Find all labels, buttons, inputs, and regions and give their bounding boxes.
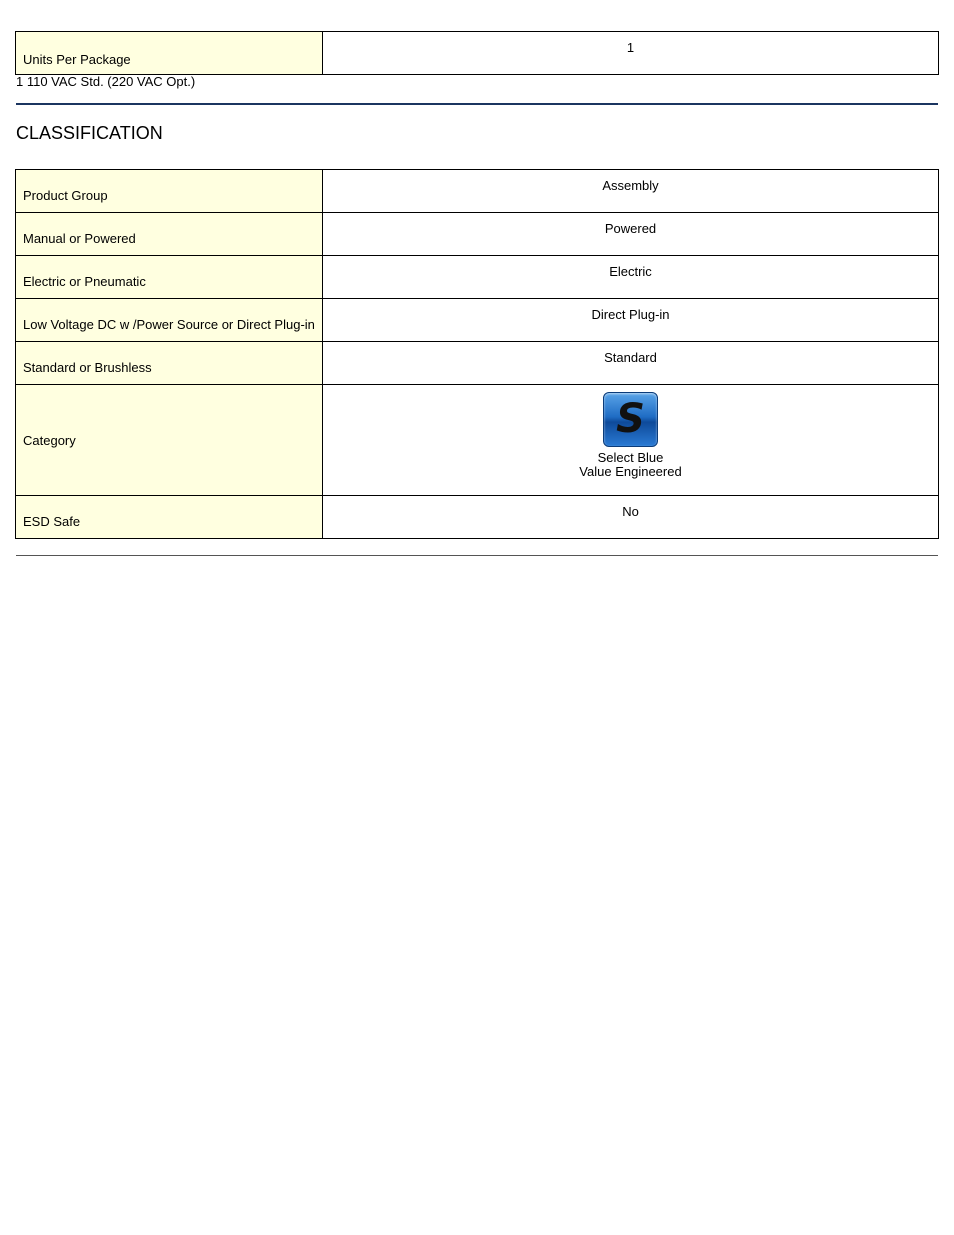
- product-group-value: Assembly: [323, 170, 939, 213]
- table-row: [16, 385, 939, 496]
- table-row: [16, 170, 939, 213]
- table-row: [16, 256, 939, 299]
- section-heading-classification: CLASSIFICATION: [16, 123, 163, 143]
- section-divider: [16, 103, 938, 105]
- standard-or-brushless-label: Standard or Brushless: [16, 342, 323, 385]
- select-blue-logo-icon: [603, 392, 658, 447]
- table-row: [16, 342, 939, 385]
- bottom-divider: [16, 555, 938, 556]
- electric-or-pneumatic-label: Electric or Pneumatic: [16, 256, 323, 299]
- product-group-label: Product Group: [16, 170, 323, 213]
- manual-or-powered-value: Powered: [323, 213, 939, 256]
- category-label: Category: [16, 385, 323, 496]
- classification-table: [15, 169, 939, 539]
- table-row: [16, 299, 939, 342]
- units-per-package-label: Units Per Package: [16, 32, 323, 75]
- power-source-value: Direct Plug-in: [323, 299, 939, 342]
- table-row: [16, 32, 939, 75]
- manual-or-powered-label: Manual or Powered: [16, 213, 323, 256]
- category-line-1: Select Blue: [597, 450, 664, 465]
- power-source-label: Low Voltage DC w /Power Source or Direct Plug-in: [16, 299, 323, 342]
- table-row: [16, 213, 939, 256]
- electric-or-pneumatic-value: Electric: [323, 256, 939, 299]
- units-per-package-value: 1: [323, 32, 939, 75]
- esd-safe-label: ESD Safe: [16, 496, 323, 539]
- badge-letter: S: [616, 396, 645, 442]
- standard-or-brushless-value: Standard: [323, 342, 939, 385]
- voltage-footnote: 1 110 VAC Std. (220 VAC Opt.): [16, 74, 196, 89]
- category-line-2: Value Engineered: [579, 464, 682, 479]
- table-row: [16, 496, 939, 539]
- package-table: [15, 31, 939, 75]
- category-value: [323, 385, 939, 496]
- esd-safe-value: No: [323, 496, 939, 539]
